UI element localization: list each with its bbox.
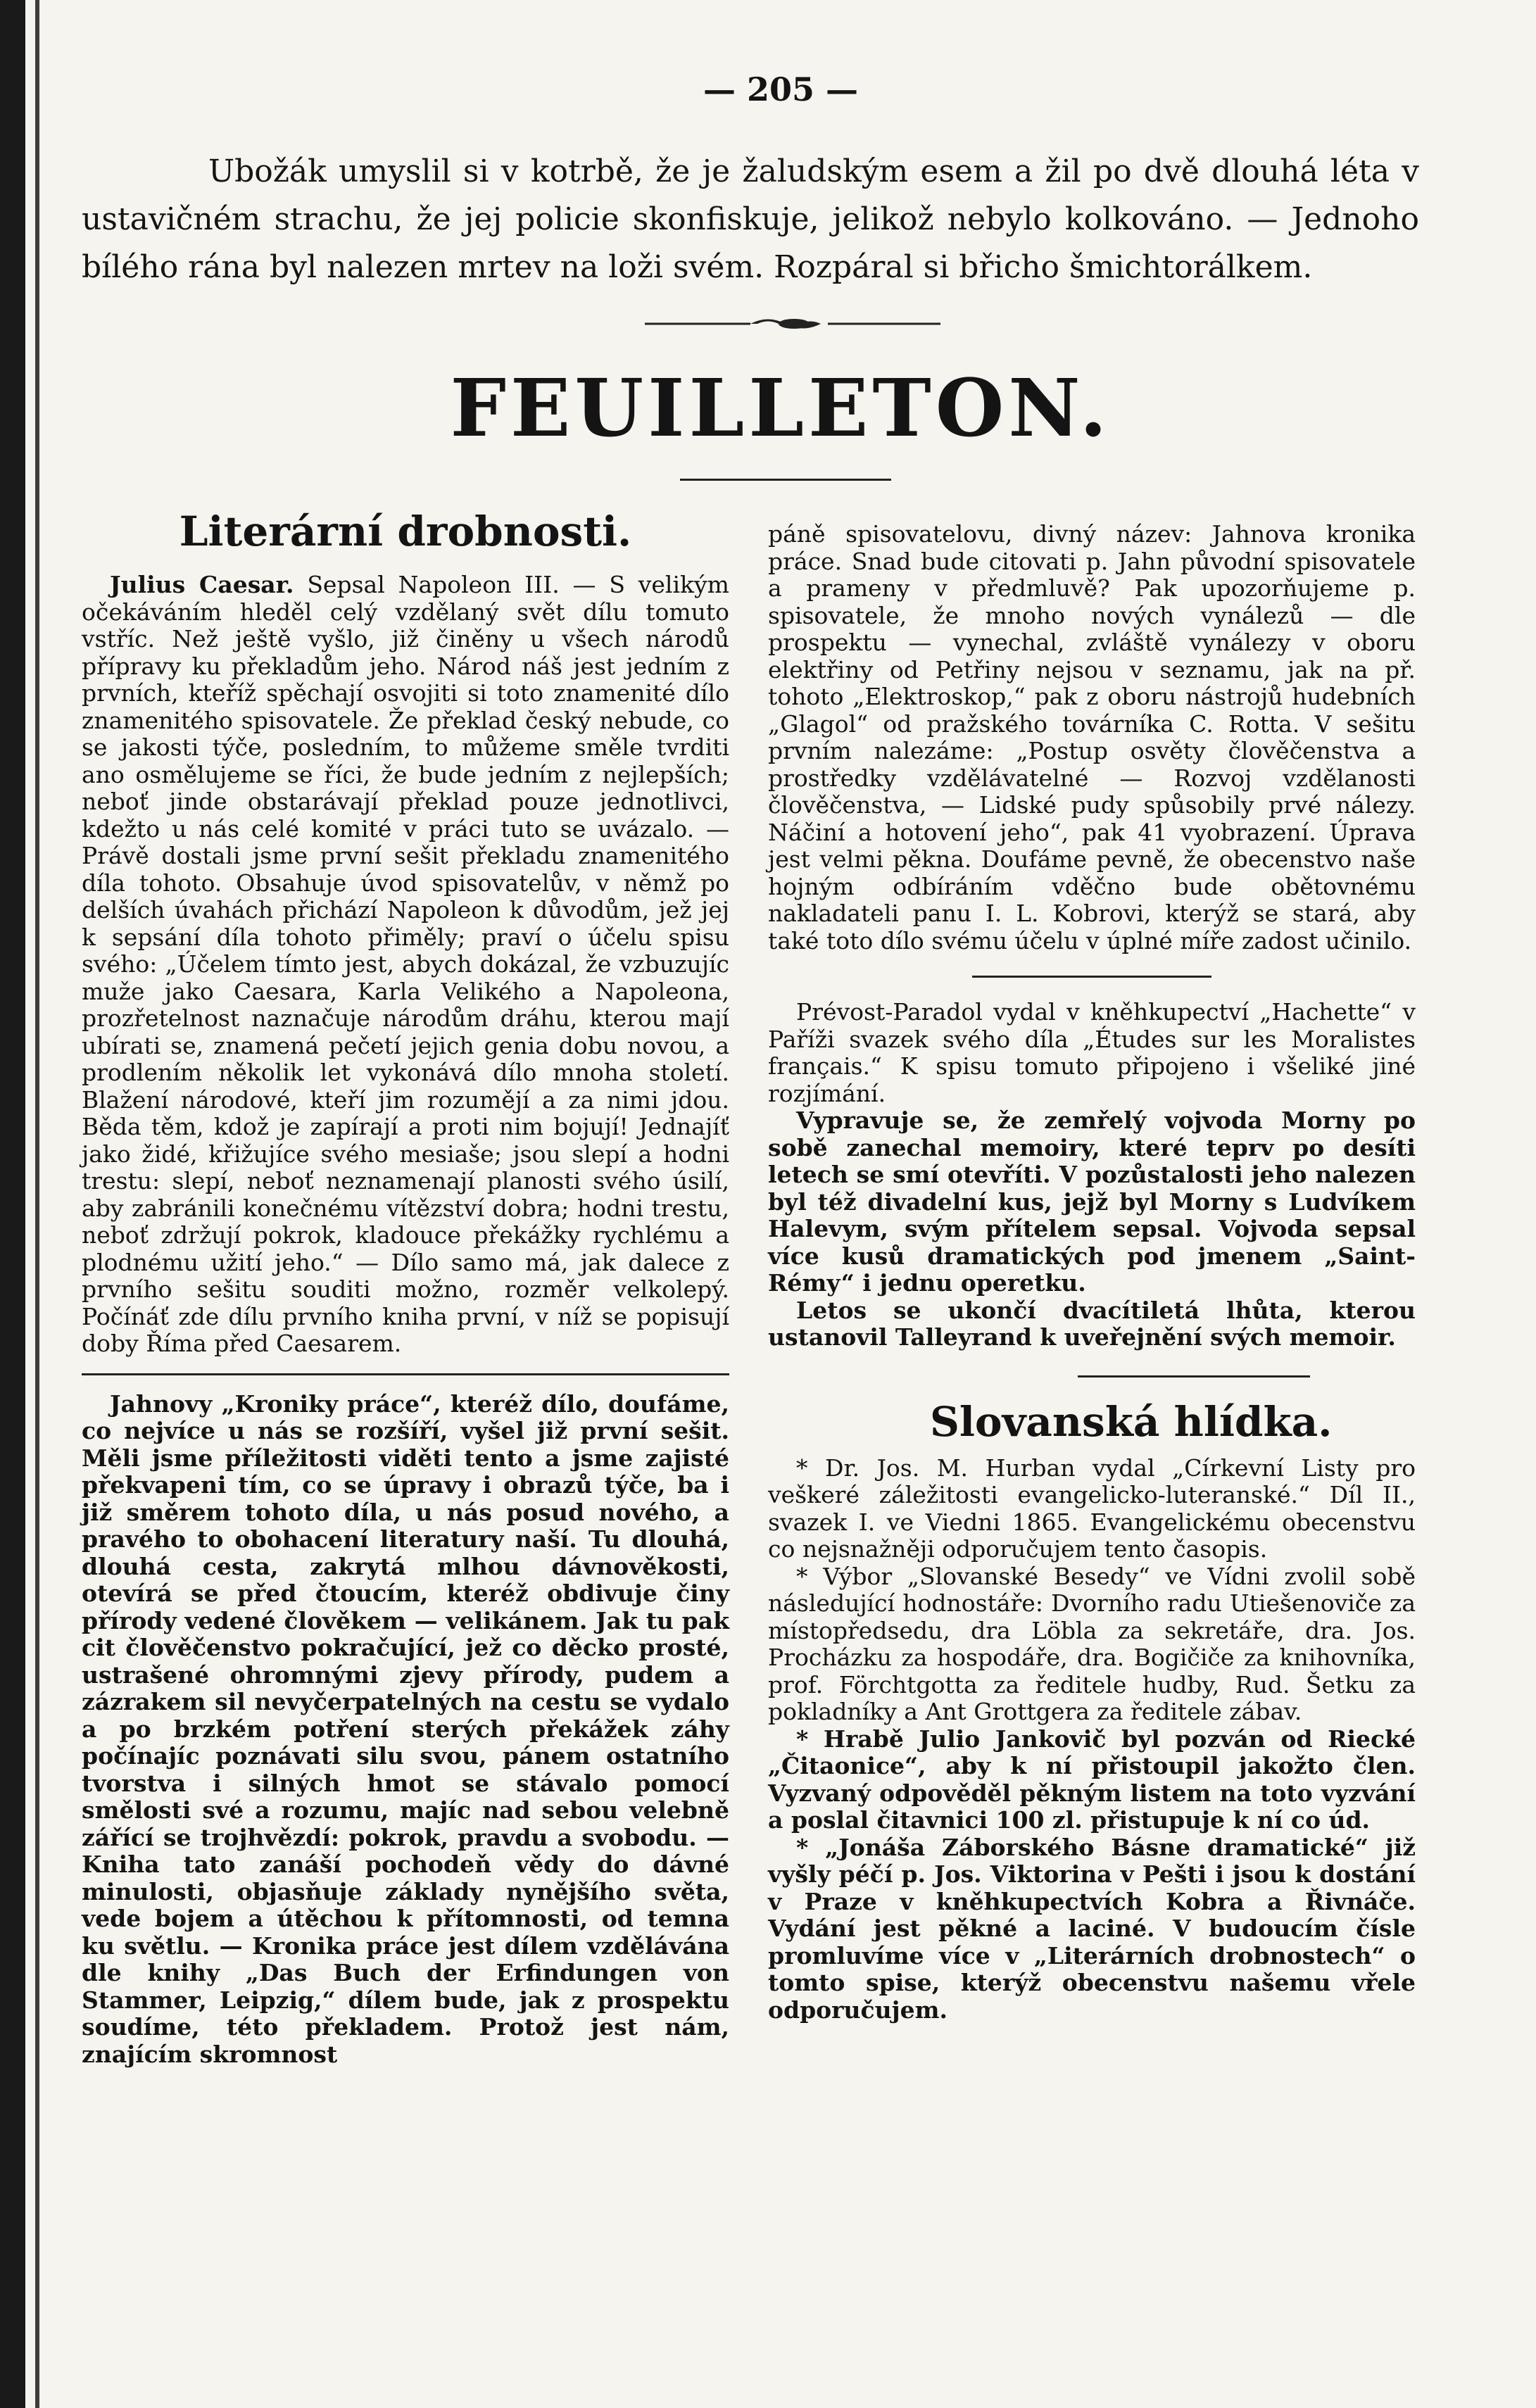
right-column xyxy=(768,521,1416,2024)
column-rule xyxy=(82,1373,729,1375)
section-title-literarni: Literární drobnosti. xyxy=(179,508,632,555)
news-item-hurban: * Dr. Jos. M. Hurban vydal „Církevní Listy pro veškeré záležitosti evangelicko-luteranské.“ Díl II., svazek I. ve Viedni 1865. Evangelickému obecenstvu co nejsnažněji odporučujem tento časopis. xyxy=(768,1454,1416,1563)
short-rule xyxy=(972,976,1211,978)
article-body: kteréž dílo, doufáme, co nejvíce u nás se rozšíří, vyšel již první sešit. Měli jsme příležitosti viděti tento a jsme zajisté překvapeni tím, co se úpravy i obrazů týče, ba i již směrem tohoto díla, u nás posud nového, a pravého to obohacení literatury naší. Tu dlouhá, dlouhá cesta, zakrytá mlhou dávnověkosti, otevírá se před čtoucím, kteréž obdivuje činy přírody vedené člověkem — velikánem. Jak tu pak cit člověčenstvo pokračující, jež co děcko prosté, ustrašené ohromnými zjevy přírody, pudem a zázrakem sil nevyčerpatelných na cestu se vydalo a po brzkém potření sterých překážek záhy počínajíc poznávati silu svou, pánem ostatního tvorstva i silných hmot se stávalo pomocí smělosti své a rozumu, majíc nad sebou velebně zářící se trojhvězdí: pokrok, pravdu a svobodu. — Kniha tato zanáší pochodeň vědy do dávné minulosti, objasňuje základy nynějšího světa, vede bojem a útěchou k přítomnosti, od temna ku světlu. — Kronika práce jest dílem vzdělávána dle knihy „Das Buch der Erfindungen von Stammer, Leipzig,“ dílem bude, jak z prospektu soudíme, této překladem. Protož jest nám, znajícím skromnost xyxy=(82,1389,729,2068)
masthead-rule xyxy=(680,479,891,481)
news-paragraph-prevost: Prévost-Paradol vydal v kněhkupectví „Hachette“ v Paříži svazek svého díla „Études sur les Moralistes français.“ K spisu tomuto připojeno i všeliké jiné rozjímání. xyxy=(768,998,1416,1107)
short-rule-2 xyxy=(1078,1375,1310,1378)
article-title: Jahnovy „Kroniky práce“, xyxy=(110,1389,441,1418)
section-title-slovanska: Slovanská hlídka. xyxy=(930,1397,1333,1446)
article-jahnovy-kroniky xyxy=(82,1391,729,2069)
news-paragraph-talleyrand: Letos se ukončí dvacítiletá lhůta, kterou ustanovil Talleyrand k uveřejnění svých memoir. xyxy=(768,1296,1416,1351)
ornament-divider xyxy=(645,313,940,334)
intro-paragraph: Ubožák umyslil si v kotrbě, že je žaludským esem a žil po dvě dlouhá léta v ustavičném strachu, že jej policie skonfiskuje, jelikož nebylo kolkováno. — Jednoho bílého rána byl nalezen mrtev na loži svém. Rozpáral si břicho šmichtorálkem. xyxy=(82,153,1419,285)
continuation-paragraph: páně spisovatelovu, divný název: Jahnova kronika práce. Snad bude citovati p. Jahn původní spisovatele a prameny v předmluvě? Pak upozorňujeme p. spisovatele, že mnoho nových vynálezů — dle prospektu — vynechal, zvláště vynálezy v oboru elektřiny od Petřiny nejsou v seznamu, jak na př. tohoto „Elektroskop,“ pak z oboru nástrojů hudebních „Glagol“ od pražského továrníka C. Rotta. V sešitu prvním nalezáme: „Postup osvěty člověčenstva a prostředky vzdělávatelné — Rozvoj vzdělanosti člověčenstva, — Lidské pudy spůsobily prvé nálezy. Náčiní a hotovení jeho“, pak 41 vyobrazení. Úprava jest velmi pěkna. Doufáme pevně, že obecenstvo naše hojným odbíráním vděčno bude obětovnému nakladateli panu I. L. Kobrovi, kterýž se stará, aby také toto dílo svému účelu v úplné míře zadost učinilo. xyxy=(768,520,1416,954)
page-binding-edge xyxy=(35,0,39,2408)
news-item-zaborsky: * „Jonáša Záborského Básne dramatické“ již vyšly péčí p. Jos. Viktorina v Pešti i jsou k dostání v Praze v kněhkupectvích Kobra a Řivnáče. Vydání jest pěkné a laciné. V budoucím čísle promluvíme více v „Literárních drobnostech“ o tomto spise, kterýž obecenstvu našemu vřele odporučujem. xyxy=(768,1833,1416,2024)
newspaper-page xyxy=(25,0,1536,2408)
page-number: — 205 — xyxy=(703,70,859,108)
news-item-beseda: * Výbor „Slovanské Besedy“ ve Vídni zvolil sobě následující hodnostáře: Dvorního radu Utiešenoviče za místopředsedu, dra Löbla za sekretáře, dra. Jos. Procházku za hospodáře, dra. Bogičiče za knihovníka, prof. Förchtgotta za ředitele hudby, Rud. Šetku za pokladníky a Ant Grottgera za ředitele zábav. xyxy=(768,1562,1416,1725)
article-title: Julius Caesar. xyxy=(110,571,294,598)
left-column xyxy=(82,507,729,2068)
intro-paragraph-block xyxy=(82,148,1419,291)
article-body: Sepsal Napoleon III. — S velikým očekáváním hleděl celý vzdělaný svět dílu tomuto vstříc. Než ještě vyšlo, již činěny u všech národů přípravy ku překladům jeho. Národ náš jest jedním z prvních, kteříž spěchají osvojiti si toto znamenité dílo znamenitého spisovatele. Že překlad český nebude, co se jakosti týče, posledním, to můžeme směle tvrditi ano osmělujeme se říci, že bude jedním z nejlepších; neboť jinde obstarávají překlad pouze jednotlivci, kdežto u nás celé komité v práci tuto se uvázalo. — Právě dostali jsme první sešit překladu znamenitého díla tohoto. Obsahuje úvod spisovatelův, v němž po delších úvahách přichází Napoleon k důvodům, jež jej k sepsání díla tohoto přiměly; praví o účelu spisu svého: „Účelem tímto jest, abych dokázal, že vzbuzujíc muže jako Caesara, Karla Velikého a Napoleona, prozřetelnost naznačuje národům dráhu, kterou mají ubírati se, znamená pečetí jejich genia dobu novou, a prodlením několik let vykonává dílo mnoha století. Blažení národové, kteří jim rozumějí a za nimi jdou. Běda těm, kdož je zapírají a proti nim bojují! Jednajíť jako židé, křižujíce svého mesiaše; jsou slepí a hodni trestu: slepí, neboť neznamenají planosti svého úsilí, aby zabránili konečnému vítězství dobra; hodni trestu, neboť zdržují pokrok, kladouce překážky rychlému a plodnému užití jeho.“ — Dílo samo má, jak dalece z prvního sešitu souditi možno, rozměr velkolepý. Počínáť zde dílu prvního kniha první, v níž se popisují doby Říma před Caesarem. xyxy=(82,571,729,1357)
news-item-jankovic: * Hrabě Julio Jankovič byl pozván od Riecké „Čitaonice“, aby k ní přistoupil jakožto člen. Vyzvaný odpověděl pěkným listem na toto vyzvání a poslal čitavnici 100 zl. přistupuje k ní co úd. xyxy=(768,1725,1416,1834)
feuilleton-masthead: FEUILLETON. xyxy=(450,363,1112,455)
article-julius-caesar xyxy=(82,572,729,1358)
news-paragraph-morny: Vypravuje se, že zemřelý vojvoda Morny po sobě zanechal memoiry, které teprv po desíti letech se smí otevříti. V pozůstalosti jeho nalezen byl též divadelní kus, jejž byl Morny s Ludvíkem Halevym, svým přítelem sepsal. Vojvoda sepsal více kusů dramatických pod jmenem „Saint-Rémy“ i jednu operetku. xyxy=(768,1107,1416,1297)
